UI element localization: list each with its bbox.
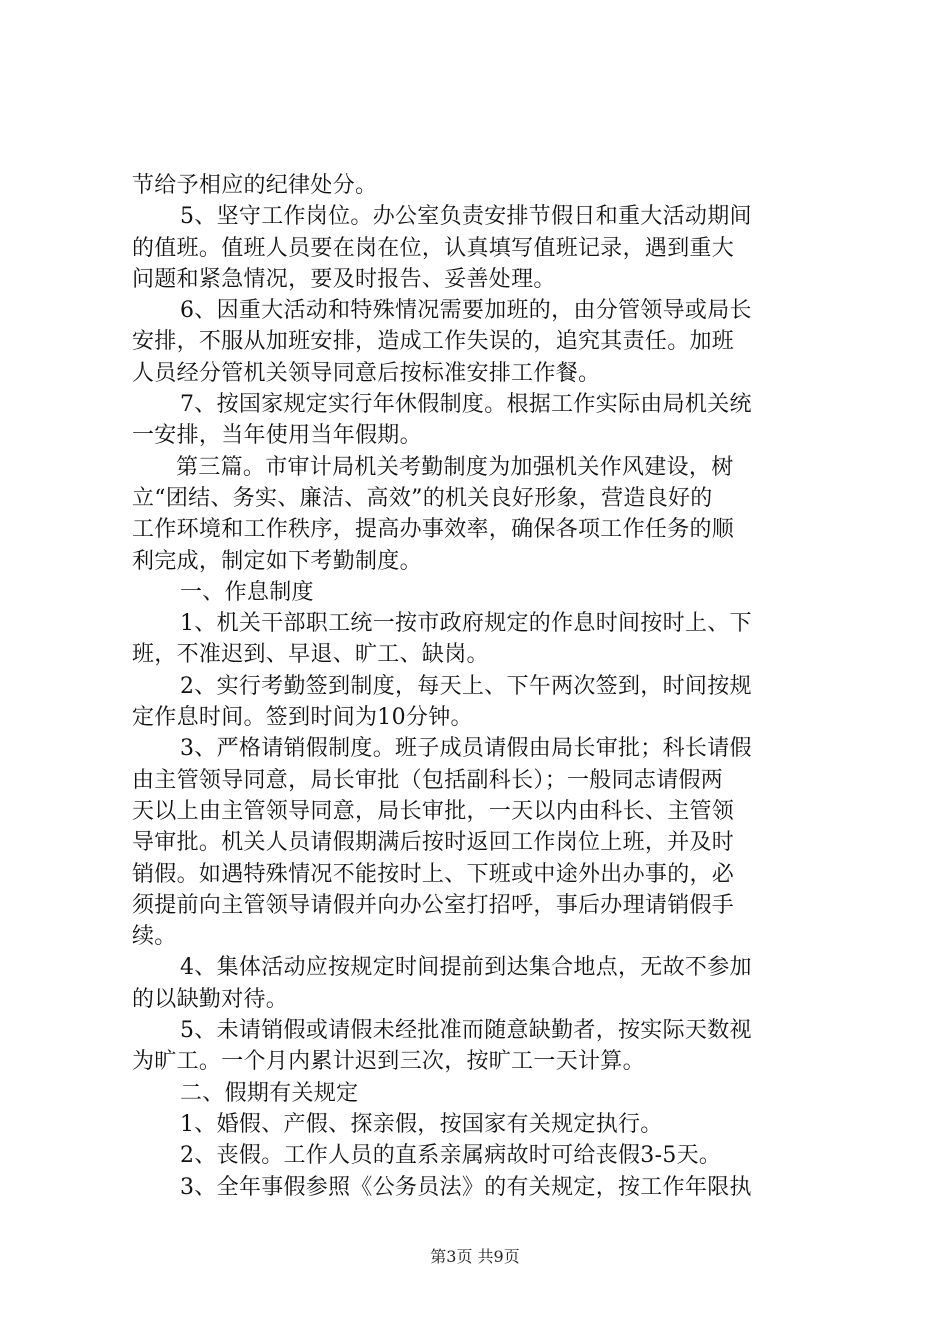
text-line: 利完成，制定如下考勤制度。 — [132, 548, 422, 574]
text-line: 销假。如遇特殊情况不能按时上、下班或中途外出办事的，必 — [132, 861, 735, 887]
text-line: 7、按国家规定实行年休假制度。根据工作实际由局机关统 — [180, 392, 752, 418]
text-line: 1、机关干部职工统一按市政府规定的作息时间按时上、下 — [180, 611, 752, 637]
text-line: 定作息时间。签到时间为10分钟。 — [132, 705, 473, 731]
text-line: 5、坚守工作岗位。办公室负责安排节假日和重大活动期间 — [180, 204, 752, 230]
section-heading: 二、假期有关规定 — [180, 1080, 359, 1106]
text-line: 2、实行考勤签到制度，每天上、下午两次签到，时间按规 — [180, 673, 752, 699]
text-line: 的值班。值班人员要在岗在位，认真填写值班记录，遇到重大 — [132, 235, 735, 261]
text-line: 2、丧假。工作人员的直系亲属病故时可给丧假3-5天。 — [180, 1143, 722, 1169]
text-line: 导审批。机关人员请假期满后按时返回工作岗位上班，并及时 — [132, 830, 735, 856]
text-line: 班，不准迟到、早退、旷工、缺岗。 — [132, 642, 489, 668]
text-line: 续。 — [132, 924, 177, 950]
text-line: 工作环境和工作秩序，提高办事效率，确保各项工作任务的顺 — [132, 517, 735, 543]
text-line: 3、严格请销假制度。班子成员请假由局长审批；科长请假 — [180, 736, 752, 762]
text-line: 4、集体活动应按规定时间提前到达集合地点，无故不参加 — [180, 955, 752, 981]
text-line: 为旷工。一个月内累计迟到三次，按旷工一天计算。 — [132, 1049, 645, 1075]
text-line: 人员经分管机关领导同意后按标准安排工作餐。 — [132, 360, 601, 386]
text-line: 由主管领导同意，局长审批（包括副科长）；一般同志请假两 — [132, 767, 724, 793]
text-line: 须提前向主管领导请假并向办公室打招呼，事后办理请销假手 — [132, 892, 735, 918]
text-line: 第三篇。市审计局机关考勤制度为加强机关作风建设，树 — [176, 454, 734, 480]
text-line: 3、全年事假参照《公务员法》的有关规定，按工作年限执 — [180, 1174, 752, 1200]
text-line: 1、婚假、产假、探亲假，按国家有关规定执行。 — [180, 1111, 663, 1137]
document-body — [132, 170, 832, 1203]
text-line: 问题和紧急情况，要及时报告、妥善处理。 — [132, 266, 556, 292]
text-line: 安排，不服从加班安排，造成工作失误的，追究其责任。加班 — [132, 329, 735, 355]
text-line: 天以上由主管领导同意，局长审批，一天以内由科长、主管领 — [132, 798, 735, 824]
section-heading: 一、作息制度 — [180, 579, 314, 605]
page-number-footer: 第3页 共9页 — [430, 1247, 520, 1266]
text-line: 节给予相应的纪律处分。 — [132, 173, 378, 198]
text-line: 的以缺勤对待。 — [132, 986, 289, 1012]
text-line: 立“团结、务实、廉洁、高效”的机关良好形象，营造良好的 — [132, 485, 713, 511]
text-line: 6、因重大活动和特殊情况需要加班的，由分管领导或局长 — [180, 298, 752, 324]
text-line: 5、未请销假或请假未经批准而随意缺勤者，按实际天数视 — [180, 1018, 752, 1044]
text-line: 一安排，当年使用当年假期。 — [132, 423, 422, 449]
